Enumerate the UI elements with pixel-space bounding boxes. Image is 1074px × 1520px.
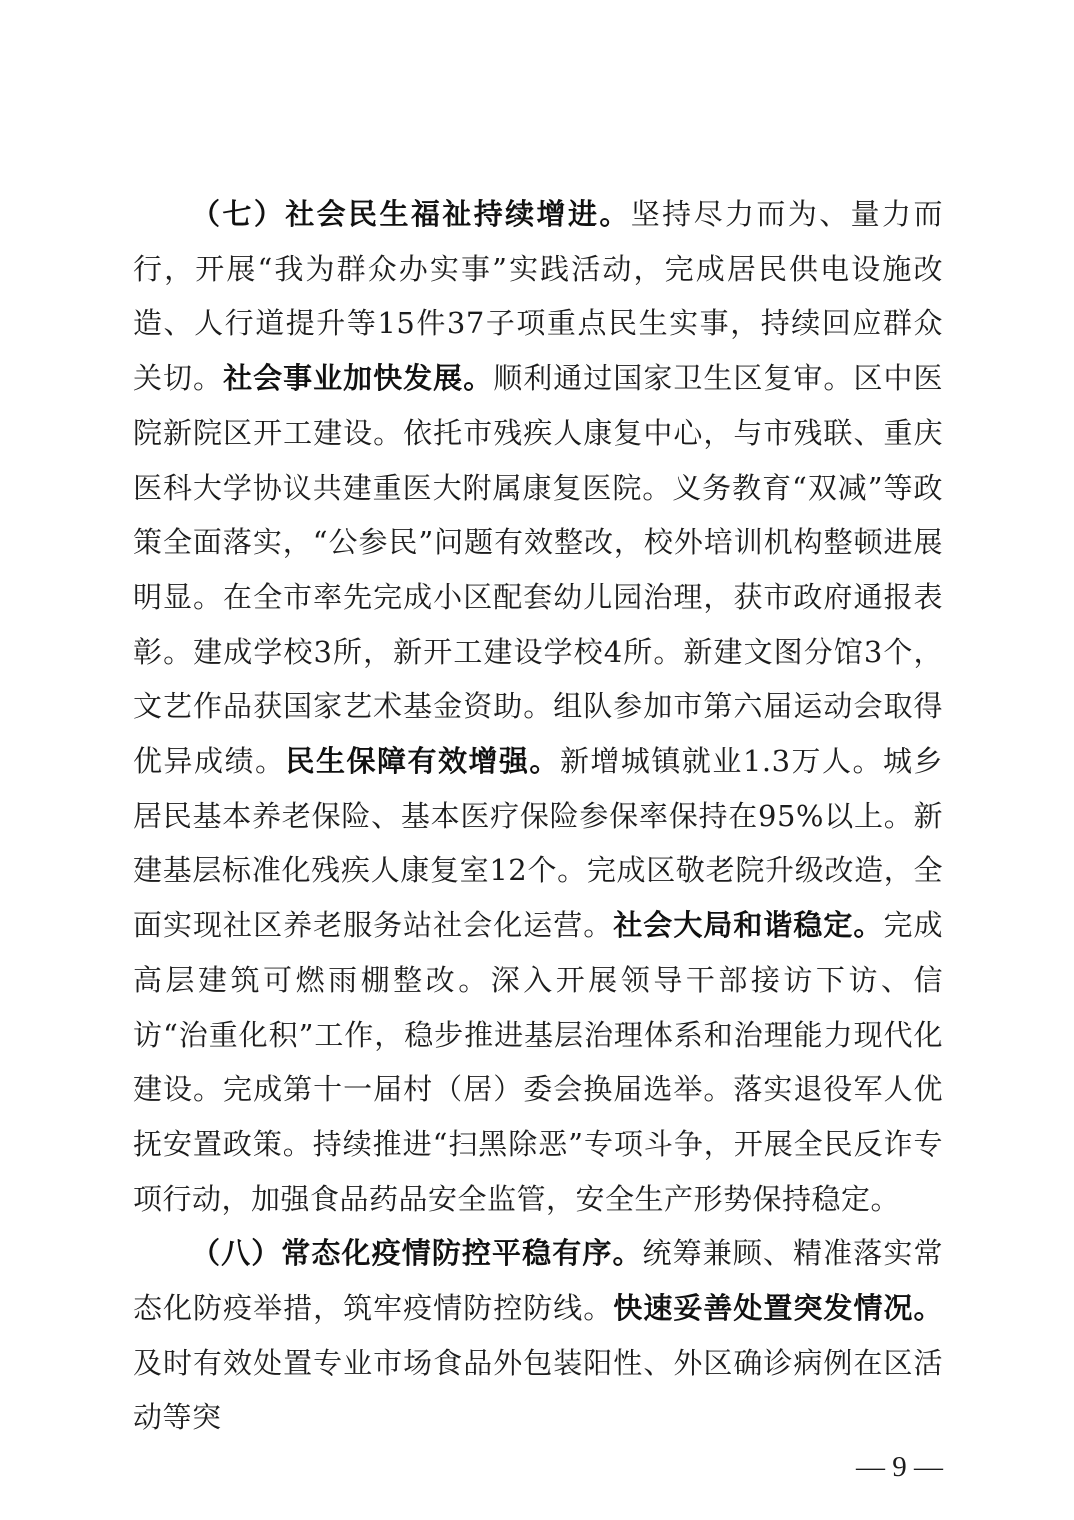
section-seven-text-2: 顺利通过国家卫生区复审。区中医院新院区开工建设。依托市残疾人康复中心，与市残联、重庆医科大学协议共建重医大附属康复医院。义务教育“双减”等政策全面落实，“公参民”问题有效整改，校外培训机构整顿进展明显。在全市率先完成小区配套幼儿园治理，获市政府通报表彰。建成学校3所，新开工建设学校4所。新建文图分馆3个，文艺作品获国家艺术基金资助。组队参加市第六届运动会取得优异成绩。 (133, 361, 943, 779)
section-seven-text-1: 坚持尽力而为、量力而行，开展“我为群众办实事”实践活动，完成居民供电设施改造、人行道提升等15件37子项重点民生实事，持续回应群众关切。 (133, 197, 943, 396)
section-eight-text-2: 及时有效处置专业市场食品外包装阳性、外区确诊病例在区活动等突 (133, 1345, 943, 1435)
section-eight (133, 1226, 943, 1445)
page-number: — 9 — (856, 1451, 943, 1483)
subheading-emergency-response: 快速妥善处置突发情况。 (613, 1291, 943, 1326)
section-seven-text-4: 完成高层建筑可燃雨棚整改。深入开展领导干部接访下访、信访“治重化积”工作，稳步推进基层治理体系和治理能力现代化建设。完成第十一届村（居）委会换届选举。落实退役军人优抚安置政策。持续推进“扫黑除恶”专项斗争，开展全民反诈专项行动，加强食品药品安全监管，安全生产形势保持稳定。 (133, 908, 943, 1216)
subheading-social-affairs: 社会事业加快发展。 (223, 361, 494, 396)
subheading-social-stability: 社会大局和谐稳定。 (613, 908, 884, 943)
section-seven-heading: （七）社会民生福祉持续增进。 (191, 197, 631, 231)
section-seven-text-3: 新增城镇就业1.3万人。城乡居民基本养老保险、基本医疗保险参保率保持在95%以上。新建基层标准化残疾人康复室12个。完成区敬老院升级改造，全面实现社区养老服务站社会化运营。 (133, 744, 943, 943)
section-eight-text-1: 统筹兼顾、精准落实常态化防疫举措，筑牢疫情防控防线。 (133, 1236, 943, 1326)
section-seven (133, 187, 943, 1226)
document-body (133, 187, 943, 1445)
subheading-livelihood-security: 民生保障有效增强。 (285, 744, 560, 779)
section-eight-heading: （八）常态化疫情防控平稳有序。 (191, 1236, 643, 1271)
